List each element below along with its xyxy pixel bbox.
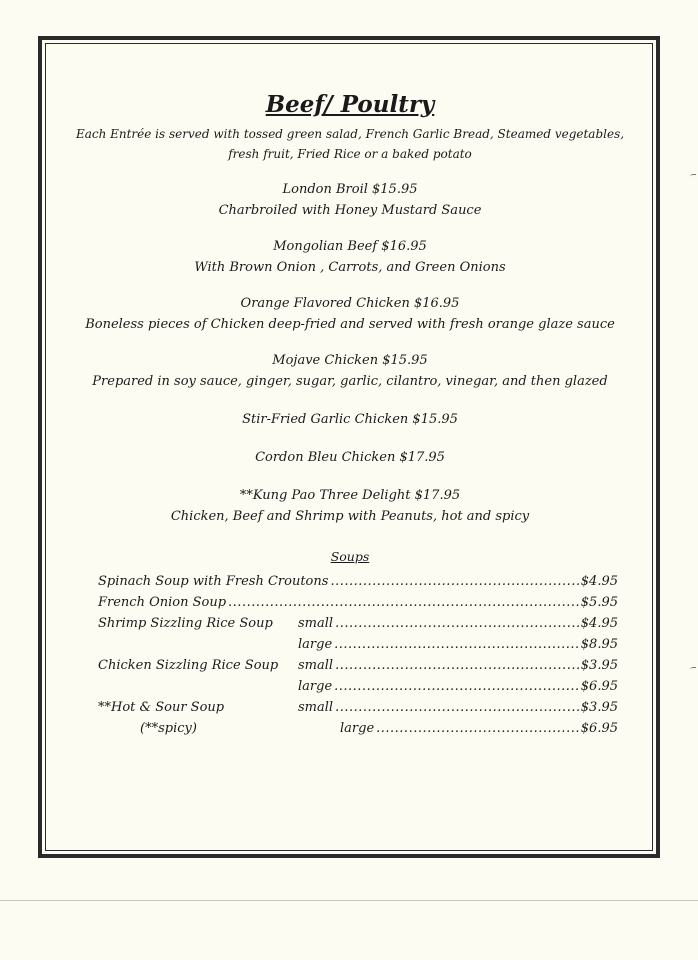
dot-leader bbox=[334, 676, 579, 697]
soup-size: small bbox=[298, 700, 334, 715]
soup-row bbox=[98, 676, 618, 697]
soup-size: large bbox=[298, 637, 333, 652]
soup-price: $6.95 bbox=[580, 721, 618, 736]
dot-leader bbox=[335, 613, 579, 634]
soup-price: $6.95 bbox=[580, 679, 618, 694]
soup-row bbox=[98, 697, 618, 718]
dish-item bbox=[60, 410, 640, 430]
menu-title: Beef/ Poultry bbox=[265, 91, 435, 118]
soup-size: large bbox=[298, 679, 333, 694]
soup-spicy-note: (**spicy) bbox=[140, 721, 197, 736]
soup-name: **Hot & Sour Soup bbox=[98, 700, 225, 715]
menu-content bbox=[60, 88, 640, 739]
page-bottom-edge bbox=[0, 900, 698, 901]
page-edge-mark bbox=[690, 174, 696, 179]
dish-description: Chicken, Beef and Shrimp with Peanuts, hot and spicy bbox=[170, 509, 530, 524]
dish-description: Charbroiled with Honey Mustard Sauce bbox=[218, 203, 482, 218]
dish-name: Mongolian Beef $16.95 bbox=[273, 239, 427, 254]
soup-size: large bbox=[340, 721, 375, 736]
soup-name: Chicken Sizzling Rice Soup bbox=[98, 658, 279, 673]
dish-item bbox=[60, 351, 640, 392]
dish-name: London Broil $15.95 bbox=[282, 182, 418, 197]
soup-price: $3.95 bbox=[580, 700, 618, 715]
soup-list bbox=[98, 571, 618, 739]
soup-size: small bbox=[298, 616, 334, 631]
dot-leader bbox=[334, 634, 579, 655]
page-edge-mark bbox=[690, 667, 696, 672]
soup-name: Spinach Soup with Fresh Croutons bbox=[98, 574, 329, 589]
dish-name: **Kung Pao Three Delight $17.95 bbox=[239, 488, 461, 503]
dot-leader bbox=[335, 655, 579, 676]
dish-name: Stir-Fried Garlic Chicken $15.95 bbox=[242, 412, 458, 427]
soup-size: small bbox=[298, 658, 334, 673]
dish-item bbox=[60, 294, 640, 335]
soups-heading: Soups bbox=[330, 549, 370, 564]
soup-price: $4.95 bbox=[580, 616, 618, 631]
menu-intro: Each Entrée is served with tossed green salad, French Garlic Bread, Steamed vegetables, fresh fruit, Fried Rice or a baked potato bbox=[75, 127, 625, 161]
dish-item bbox=[60, 486, 640, 527]
dot-leader bbox=[330, 571, 578, 592]
soup-price: $3.95 bbox=[580, 658, 618, 673]
soup-price: $4.95 bbox=[580, 574, 618, 589]
dish-item bbox=[60, 237, 640, 278]
soup-name: Shrimp Sizzling Rice Soup bbox=[98, 616, 273, 631]
dot-leader bbox=[228, 592, 579, 613]
soup-row bbox=[98, 718, 618, 739]
dish-description: Prepared in soy sauce, ginger, sugar, garlic, cilantro, vinegar, and then glazed bbox=[92, 374, 608, 389]
dish-description: Boneless pieces of Chicken deep-fried and served with fresh orange glaze sauce bbox=[85, 317, 615, 332]
dish-item bbox=[60, 180, 640, 221]
dot-leader bbox=[376, 718, 579, 739]
soup-price: $5.95 bbox=[580, 595, 618, 610]
soup-row bbox=[98, 634, 618, 655]
soup-price: $8.95 bbox=[580, 637, 618, 652]
soup-name: French Onion Soup bbox=[98, 595, 227, 610]
soup-row bbox=[98, 592, 618, 613]
dish-item bbox=[60, 448, 640, 468]
dish-name: Mojave Chicken $15.95 bbox=[272, 353, 428, 368]
dot-leader bbox=[335, 697, 579, 718]
soup-row bbox=[98, 571, 618, 592]
dish-description: With Brown Onion , Carrots, and Green Onions bbox=[194, 260, 506, 275]
dish-name: Orange Flavored Chicken $16.95 bbox=[240, 296, 460, 311]
soup-row bbox=[98, 613, 618, 634]
dish-name: Cordon Bleu Chicken $17.95 bbox=[255, 450, 445, 465]
soup-row bbox=[98, 655, 618, 676]
